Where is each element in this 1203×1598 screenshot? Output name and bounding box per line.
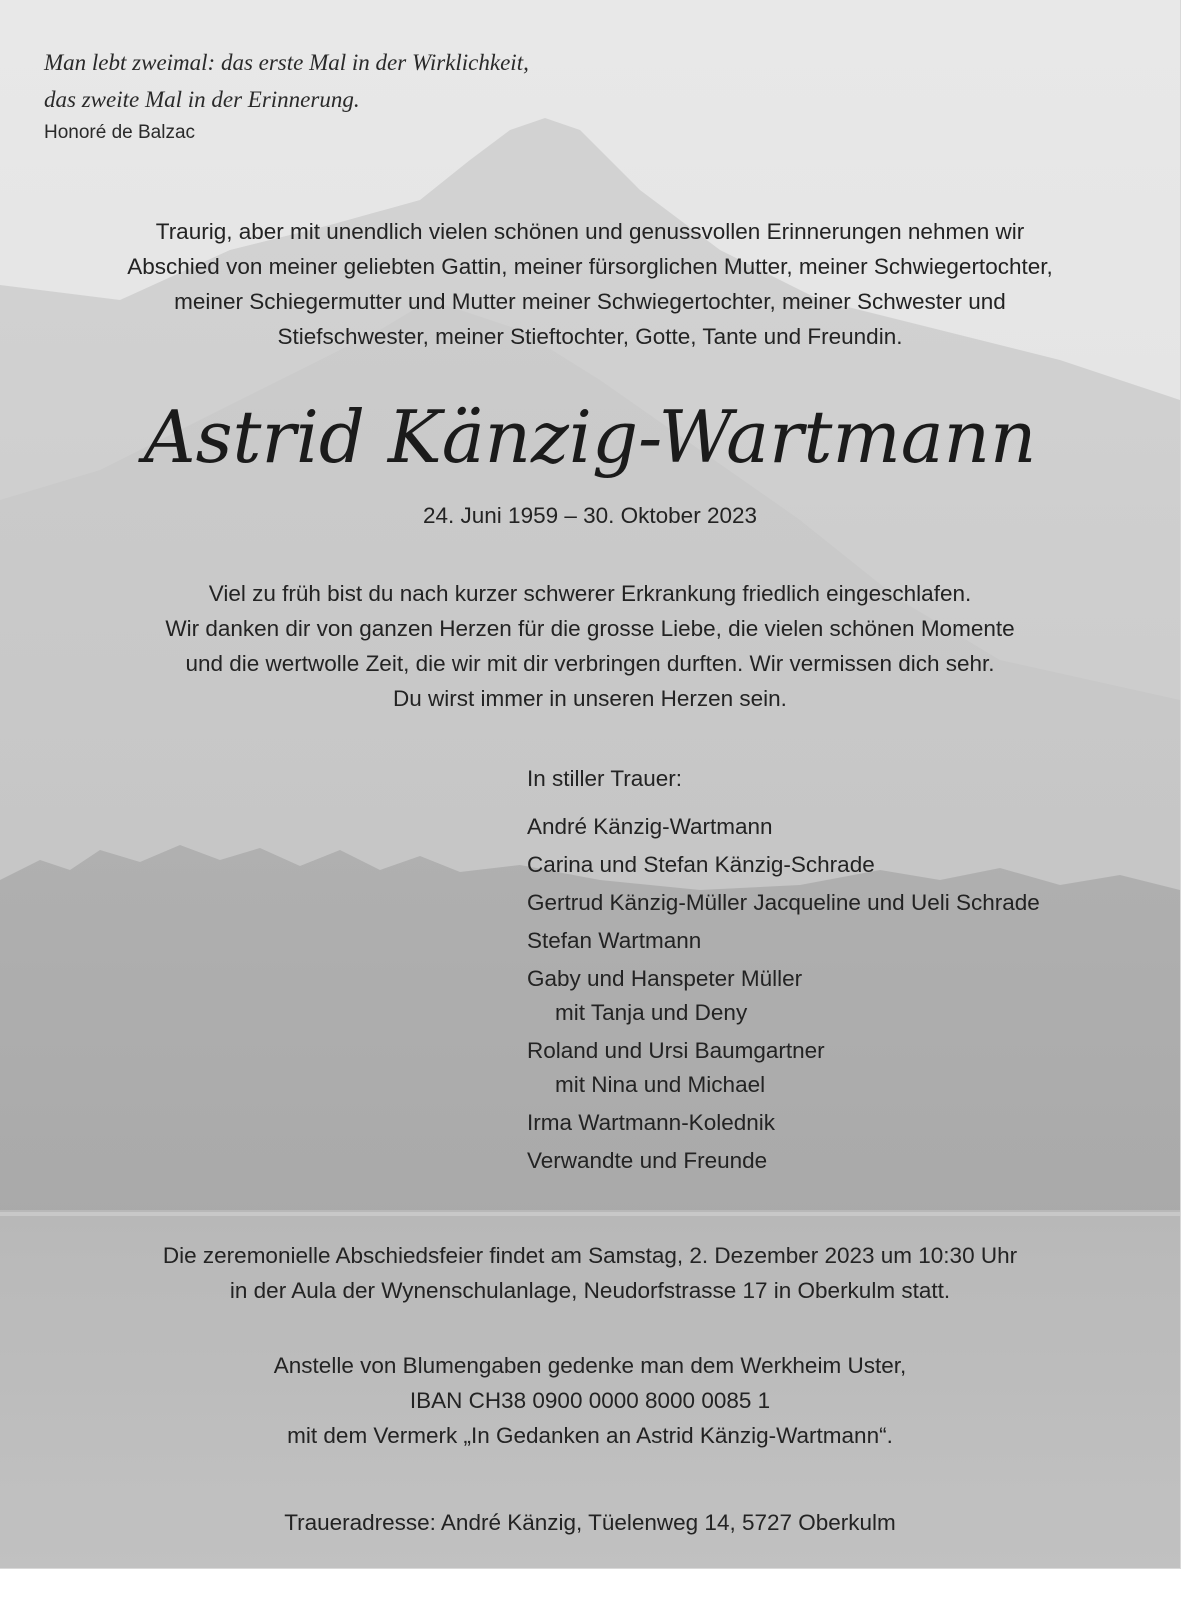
mourner-entry [527,962,1040,1030]
deceased-name-graphic [143,378,1037,508]
mourners-heading: In stiller Trauer: [527,766,683,791]
donation-line: mit dem Vermerk „In Gedanken an Astrid Känzig-Wartmann“. [287,1423,893,1448]
message-line: und die wertwolle Zeit, die wir mit dir verbringen durften. Wir vermissen dich sehr. [185,651,995,676]
mourner-name: Gertrud Känzig-Müller Jacqueline und Ueli Schrade [527,890,1040,915]
quote-line: Man lebt zweimal: das erste Mal in der Wirklichkeit, [44,50,529,75]
ceremony-line: Die zeremonielle Abschiedsfeier findet am Samstag, 2. Dezember 2023 um 10:30 Uhr [162,1243,1018,1268]
intro-line: Traurig, aber mit unendlich vielen schönen und genussvollen Erinnerungen nehmen wir [155,219,1025,244]
mourner-entry [527,886,1040,920]
mourner-entry [527,848,1040,882]
message-line: Du wirst immer in unseren Herzen sein. [393,686,787,711]
mourner-name: Carina und Stefan Känzig-Schrade [527,852,875,877]
mourner-entry [527,1034,1040,1102]
quote-line: das zweite Mal in der Erinnerung. [44,87,360,112]
ceremony-info [0,1238,1180,1308]
donation-line: Anstelle von Blumengaben gedenke man dem Werkheim Uster, [273,1353,907,1378]
mourners-list [527,762,1040,1182]
mourner-name: Gaby und Hanspeter Müller [527,966,803,991]
donation-info [0,1348,1180,1453]
deceased-name: Astrid Känzig-Wartmann [143,395,1037,479]
mourner-name: André Känzig-Wartmann [527,814,773,839]
mourner-entry [527,810,1040,844]
mourner-name: Verwandte und Freunde [527,1148,768,1173]
ceremony-line: in der Aula der Wynenschulanlage, Neudorfstrasse 17 in Oberkulm statt. [229,1278,951,1303]
mourner-entry [527,1106,1040,1140]
mourner-name: Irma Wartmann-Kolednik [527,1110,775,1135]
donation-line: IBAN CH38 0900 0000 8000 0085 1 [409,1388,771,1413]
epigraph-quote [44,44,529,118]
intro-paragraph [0,214,1180,354]
mourner-entry [527,924,1040,958]
mourner-sub-line: mit Nina und Michael [555,1072,766,1097]
mourner-name: Roland und Ursi Baumgartner [527,1038,825,1063]
intro-line: meiner Schiegermutter und Mutter meiner Schwiegertochter, meiner Schwester und [174,289,1006,314]
life-dates: 24. Juni 1959 – 30. Oktober 2023 [423,503,757,528]
quote-author: Honoré de Balzac [44,122,196,143]
intro-line: Stiefschwester, meiner Stieftochter, Gotte, Tante und Freundin. [277,324,903,349]
mourner-name: Stefan Wartmann [527,928,702,953]
mourner-sub-line: mit Tanja und Deny [555,1000,748,1025]
message-line: Viel zu früh bist du nach kurzer schwerer Erkrankung friedlich eingeschlafen. [208,581,972,606]
message-line: Wir danken dir von ganzen Herzen für die grosse Liebe, die vielen schönen Momente [165,616,1015,641]
intro-line: Abschied von meiner geliebten Gattin, meiner fürsorglichen Mutter, meiner Schwiegertochter, [127,254,1053,279]
farewell-message [0,576,1180,716]
mourning-address: Traueradresse: André Känzig, Tüelenweg 14, 5727 Oberkulm [284,1510,896,1535]
mourner-entry [527,1144,1040,1178]
